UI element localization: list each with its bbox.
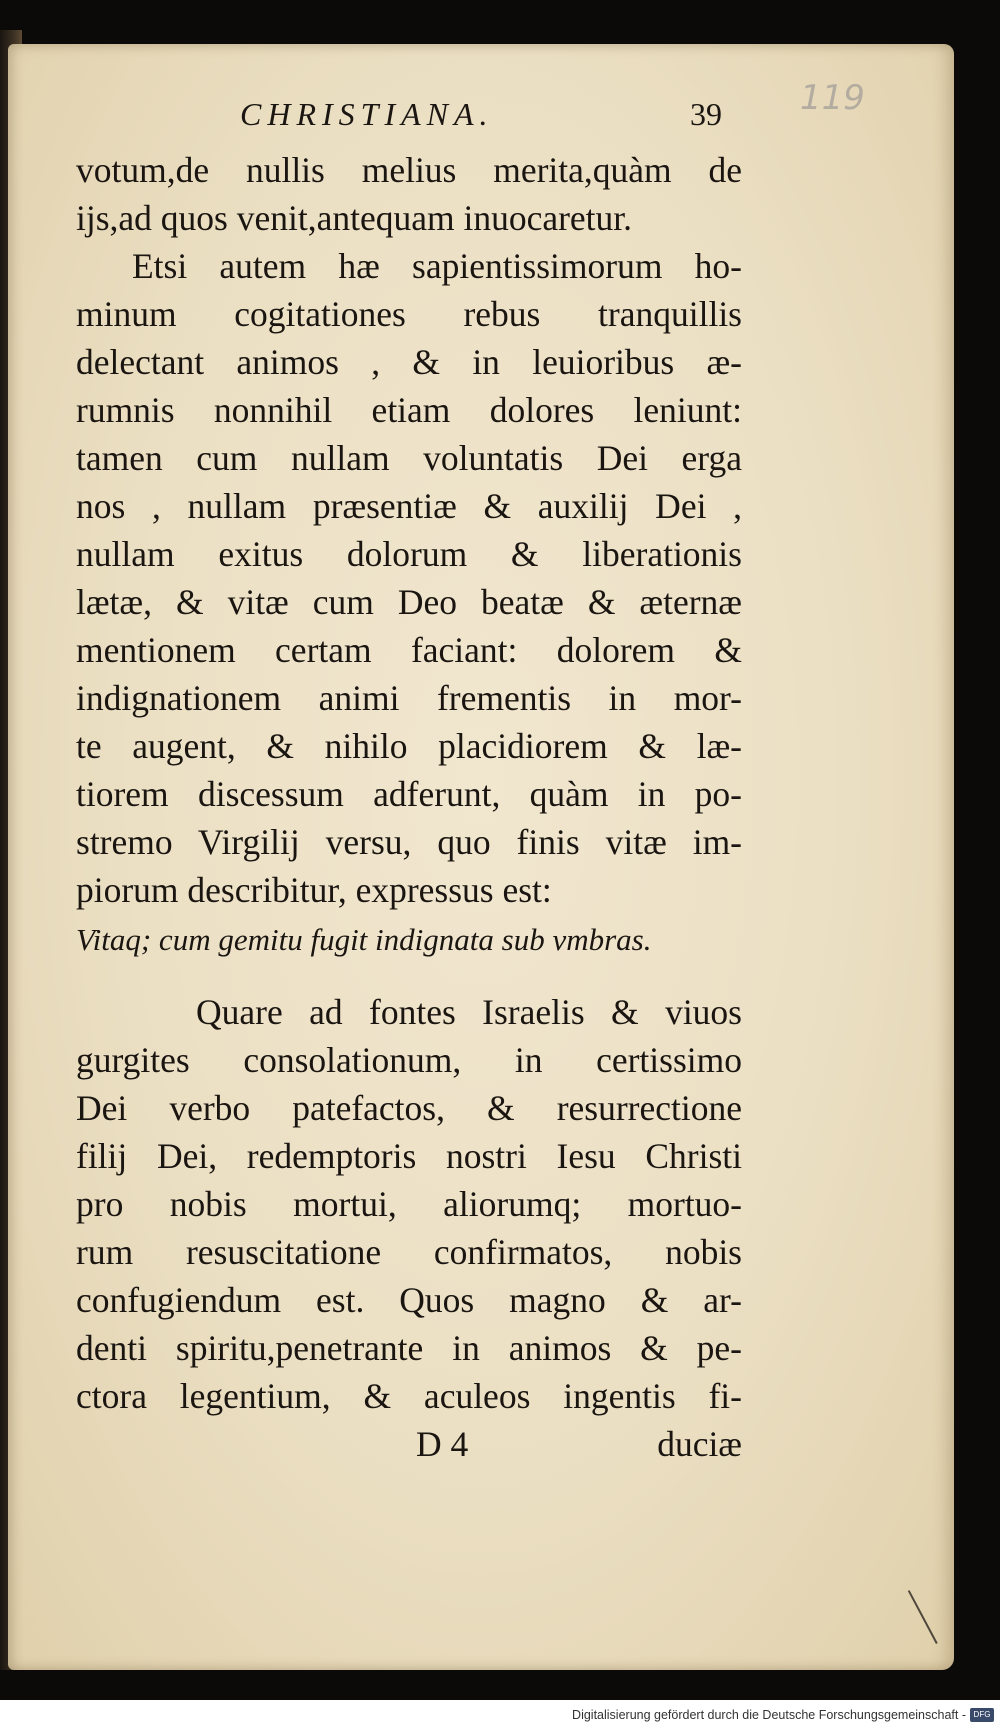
text-line: Quare ad fontes Israelis & viuos <box>196 992 742 1032</box>
verse-quote: Vitaq; cum gemitu fugit indignata sub vmbras. <box>76 922 652 957</box>
text-line: nullam exitus dolorum & liberationis <box>76 534 742 574</box>
running-head: CHRISTIANA. <box>240 96 494 132</box>
text-line: minum cogitationes rebus tranquillis <box>76 294 742 334</box>
paragraph-gap <box>76 966 742 988</box>
page-number: 39 <box>690 96 722 132</box>
text-line: denti spiritu,penetrante in animos & pe- <box>76 1328 742 1368</box>
body-text <box>76 146 742 1468</box>
text-line: rum resuscitatione confirmatos, nobis <box>76 1232 742 1272</box>
digitization-footer <box>0 1700 1000 1731</box>
text-line: tiorem discessum adferunt, quàm in po- <box>76 774 742 814</box>
text-line: ijs,ad quos venit,antequam inuocaretur. <box>76 198 633 238</box>
text-line: stremo Virgilij versu, quo finis vitæ im- <box>76 822 742 862</box>
text-line: votum,de nullis melius merita,quàm de <box>76 150 742 190</box>
text-line: ctora legentium, & aculeos ingentis fi- <box>76 1376 742 1416</box>
text-line: Etsi autem hæ sapientissimorum ho- <box>132 246 742 286</box>
dfg-logo: DFG <box>970 1708 994 1722</box>
text-line: gurgites consolationum, in certissimo <box>76 1040 742 1080</box>
text-line: confugiendum est. Quos magno & ar- <box>76 1280 742 1320</box>
text-line: lætæ, & vitæ cum Deo beatæ & æternæ <box>76 582 742 622</box>
signature-catchword-line <box>76 1420 742 1468</box>
text-line: rumnis nonnihil etiam dolores leniunt: <box>76 390 742 430</box>
text-line: indignationem animi frementis in mor- <box>76 678 742 718</box>
text-line: pro nobis mortui, aliorumq; mortuo- <box>76 1184 742 1224</box>
funding-credit: Digitalisierung gefördert durch die Deutsche Forschungsgemeinschaft - <box>572 1708 966 1722</box>
text-line: mentionem certam faciant: dolorem & <box>76 630 742 670</box>
text-line: nos , nullam præsentiæ & auxilij Dei , <box>76 486 742 526</box>
catchword: duciæ <box>657 1424 742 1464</box>
text-line: tamen cum nullam voluntatis Dei erga <box>76 438 742 478</box>
pencil-annotation: 119 <box>800 78 865 118</box>
text-line: piorum describitur, expressus est: <box>76 870 552 910</box>
text-line: delectant animos , & in leuioribus æ- <box>76 342 742 382</box>
signature-mark: D 4 <box>416 1424 469 1464</box>
text-line: Dei verbo patefactos, & resurrectione <box>76 1088 742 1128</box>
text-line: filij Dei, redemptoris nostri Iesu Christi <box>76 1136 742 1176</box>
text-line: te augent, & nihilo placidiorem & læ- <box>76 726 742 766</box>
